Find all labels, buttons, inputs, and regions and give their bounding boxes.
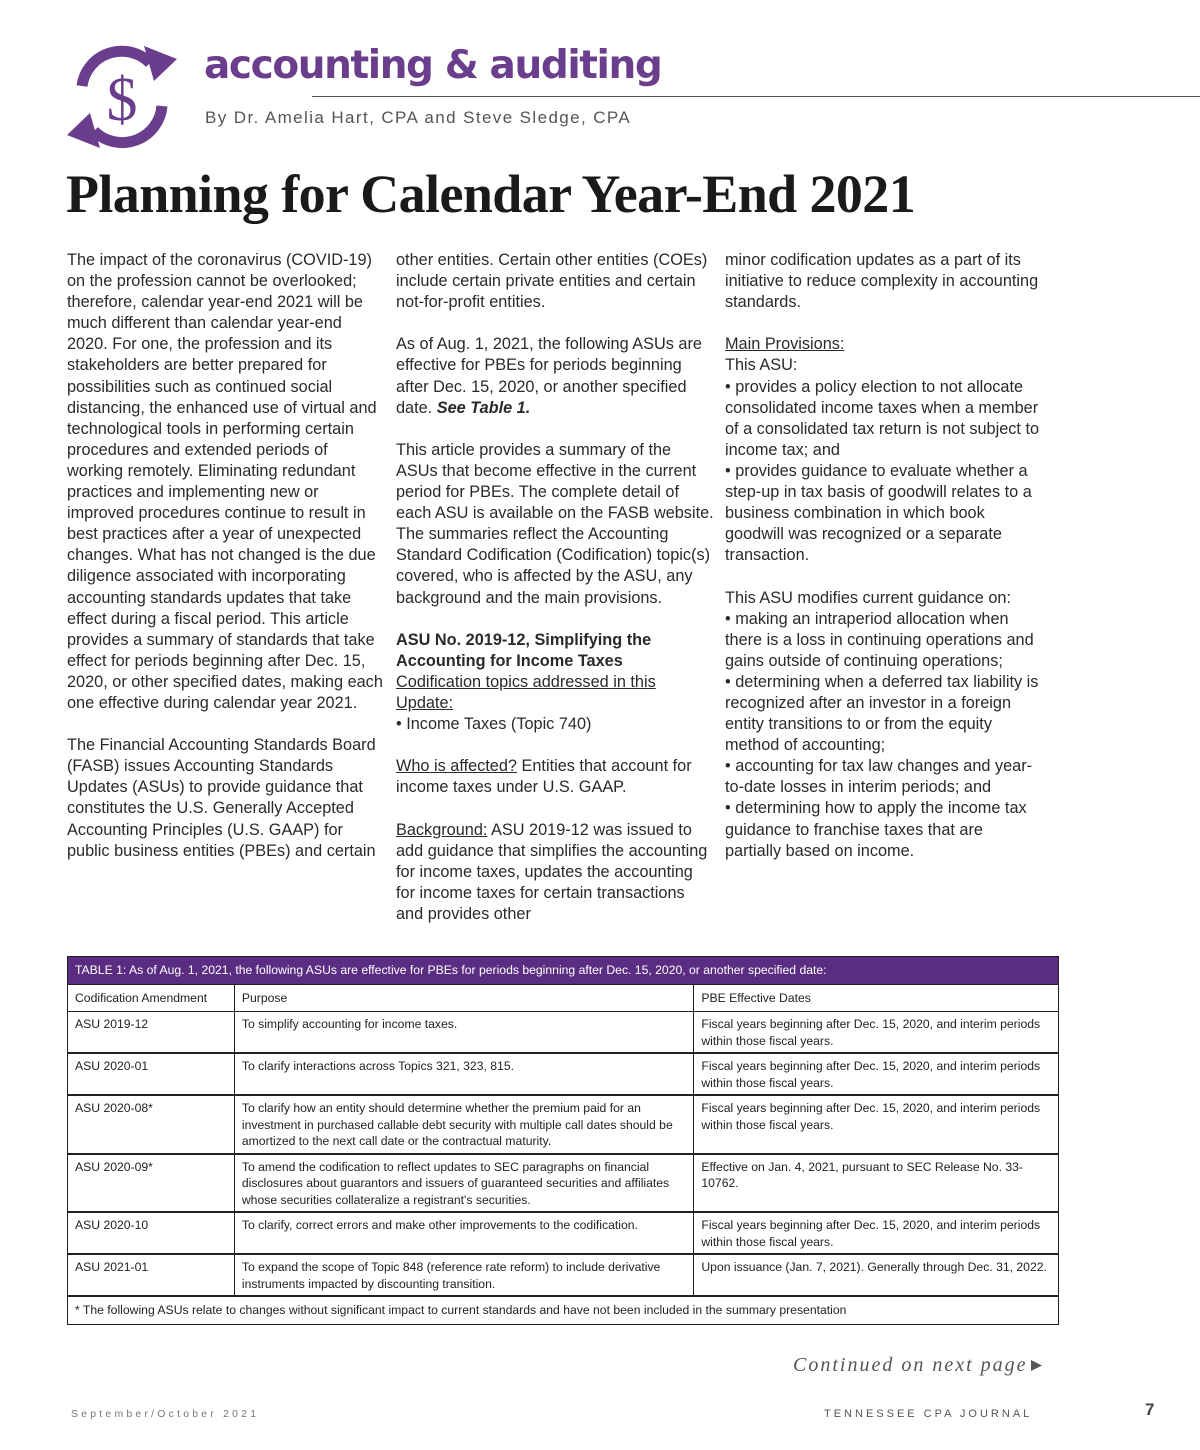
article-title: Planning for Calendar Year-End 2021 <box>66 164 916 224</box>
asu-heading: ASU No. 2019-12, Simplifying the Accounting for Income Taxes <box>396 630 652 670</box>
table-cell: Fiscal years beginning after Dec. 15, 2020, and interim periods within those fiscal years. <box>694 1012 1059 1054</box>
main-provisions-label: Main Provisions: <box>725 335 845 354</box>
affected-text: Entities that account for income taxes under U.S. GAAP. <box>396 757 692 797</box>
paragraph: other entities. Certain other entities (COEs) include certain private entities and certain not-for-profit entities. <box>396 251 708 312</box>
paragraph: minor codification updates as a part of its initiative to reduce complexity in accounting standards. <box>725 251 1039 312</box>
table-cell: ASU 2020-08* <box>68 1095 235 1154</box>
background-text: ASU 2019-12 was issued to add guidance that simplifies the accounting for income taxes, updates the accounting for income taxes for certain transactions and provides other <box>396 820 708 923</box>
table-caption: TABLE 1: As of Aug. 1, 2021, the following ASUs are effective for PBEs for periods beginning after Dec. 15, 2020, or another specified date: <box>68 957 1059 985</box>
table-header-row <box>68 984 1059 1012</box>
table-row <box>68 1095 1059 1154</box>
modifies-label: This ASU modifies current guidance on: <box>725 588 1011 607</box>
asu-table <box>67 956 1059 1325</box>
paragraph <box>396 756 714 798</box>
affected-label: Who is affected? <box>396 757 517 776</box>
header-rule <box>312 96 1200 97</box>
table-cell: To clarify, correct errors and make other improvements to the codification. <box>234 1212 694 1254</box>
table-cell: ASU 2020-10 <box>68 1212 235 1254</box>
table-row <box>68 1212 1059 1254</box>
table-row <box>68 1154 1059 1213</box>
table-cell: ASU 2021-01 <box>68 1254 235 1296</box>
table-footnote: * The following ASUs relate to changes without significant impact to current standards and have not been included in the summary presentation <box>68 1296 1059 1324</box>
list-item: • making an intraperiod allocation when there is a loss in continuing operations and gains outside of continuing operations; <box>725 609 1034 670</box>
column-header: PBE Effective Dates <box>694 984 1059 1012</box>
continued-link[interactable]: Continued on next page <box>793 1354 1028 1376</box>
list-item: • provides a policy election to not allocate consolidated income taxes when a member of a consolidated tax return is not subject to income tax; and <box>725 377 1040 459</box>
table-cell: ASU 2020-01 <box>68 1053 235 1095</box>
table-row <box>68 1053 1059 1095</box>
dollar-cycle-icon <box>64 42 180 152</box>
column-1 <box>67 250 385 883</box>
column-header: Codification Amendment <box>68 984 235 1012</box>
column-3 <box>725 250 1043 862</box>
table-cell: Effective on Jan. 4, 2021, pursuant to SEC Release No. 33-10762. <box>694 1154 1059 1213</box>
table-cell: Fiscal years beginning after Dec. 15, 2020, and interim periods within those fiscal years. <box>694 1095 1059 1154</box>
topics-item: • Income Taxes (Topic 740) <box>396 715 592 734</box>
list-item: • determining how to apply the income tax guidance to franchise taxes that are partially based on income. <box>725 799 1027 860</box>
play-arrow-icon <box>1030 1359 1043 1372</box>
topics-label: Codification topics addressed in this Update: <box>396 672 656 712</box>
table-cell: ASU 2020-09* <box>68 1154 235 1213</box>
issue-date: September/October 2021 <box>71 1408 260 1420</box>
table-cell: Fiscal years beginning after Dec. 15, 2020, and interim periods within those fiscal years. <box>694 1212 1059 1254</box>
table-cell: ASU 2019-12 <box>68 1012 235 1054</box>
table-reference: See Table 1. <box>436 398 531 417</box>
table-row <box>68 1012 1059 1054</box>
table-cell: To clarify interactions across Topics 321, 323, 815. <box>234 1053 694 1095</box>
table-cell: To expand the scope of Topic 848 (reference rate reform) to include derivative instruments impacted by discounting transition. <box>234 1254 694 1296</box>
paragraph <box>396 334 714 418</box>
svg-text:$: $ <box>106 66 138 134</box>
table-row <box>68 1254 1059 1296</box>
byline: By Dr. Amelia Hart, CPA and Steve Sledge, CPA <box>205 108 632 127</box>
table-cell: To simplify accounting for income taxes. <box>234 1012 694 1054</box>
list-item: • accounting for tax law changes and year-to-date losses in interim periods; and <box>725 757 1033 797</box>
page-number: 7 <box>1145 1400 1155 1419</box>
paragraph: The Financial Accounting Standards Board (FASB) issues Accounting Standards Updates (ASUs) to provide guidance that constitutes the U.S. Generally Accepted Accounting Principles (U.S. GAAP) for public business entities (PBEs) and certain <box>67 736 376 860</box>
table-cell: To amend the codification to reflect updates to SEC paragraphs on financial disclosures about guarantors and issuers of guaranteed securities and affiliates whose securities collateralize a registrant's securities. <box>234 1154 694 1213</box>
paragraph-text: As of Aug. 1, 2021, the following ASUs are effective for PBEs for periods beginning after Dec. 15, 2020, or another specified date. <box>396 335 702 417</box>
column-2 <box>396 250 714 946</box>
table-cell: Upon issuance (Jan. 7, 2021). Generally through Dec. 31, 2022. <box>694 1254 1059 1296</box>
list-item: • determining when a deferred tax liability is recognized after an investor in a foreign entity transitions to or from the equity method of accounting; <box>725 672 1039 755</box>
paragraph: The impact of the coronavirus (COVID-19) on the profession cannot be overlooked; therefore, calendar year-end 2021 will be much different than calendar year-end 2020. For one, the profession and its stakeholders are better prepared for possibilities such as continued social distancing, the enhanced use of virtual and technological tools in performing certain procedures and extended periods of working remotely. Eliminating redundant practices and implementing new or improved procedures continue to result in best practices after a year of unexpected changes. What has not changed is the due diligence associated with incorporating accounting standards updates that take effect during a fiscal period. This article provides a summary of standards that take effect for periods beginning after Dec. 15, 2020, or other specified dates, making each one effective during calendar year 2021. <box>67 251 383 712</box>
list-item: • provides guidance to evaluate whether a step-up in tax basis of goodwill relates to a business combination in which book goodwill was recognized or a separate transaction. <box>725 461 1032 565</box>
table-cell: To clarify how an entity should determine whether the premium paid for an investment in purchased callable debt security with multiple call dates should be amortized to the next call date or the contractual maturity. <box>234 1095 694 1154</box>
journal-name: TENNESSEE CPA JOURNAL <box>824 1408 1033 1420</box>
this-asu-label: This ASU: <box>725 356 798 375</box>
column-header: Purpose <box>234 984 694 1012</box>
section-title: accounting & auditing <box>204 43 662 88</box>
paragraph <box>396 820 714 925</box>
background-label: Background: <box>396 820 488 839</box>
paragraph: This article provides a summary of the ASUs that become effective in the current period for PBEs. The complete detail of each ASU is available on the FASB website. The summaries reflect the Accounting Standard Codification (Codification) topic(s) covered, who is affected by the ASU, any background and the main provisions. <box>396 440 714 607</box>
table-cell: Fiscal years beginning after Dec. 15, 2020, and interim periods within those fiscal years. <box>694 1053 1059 1095</box>
